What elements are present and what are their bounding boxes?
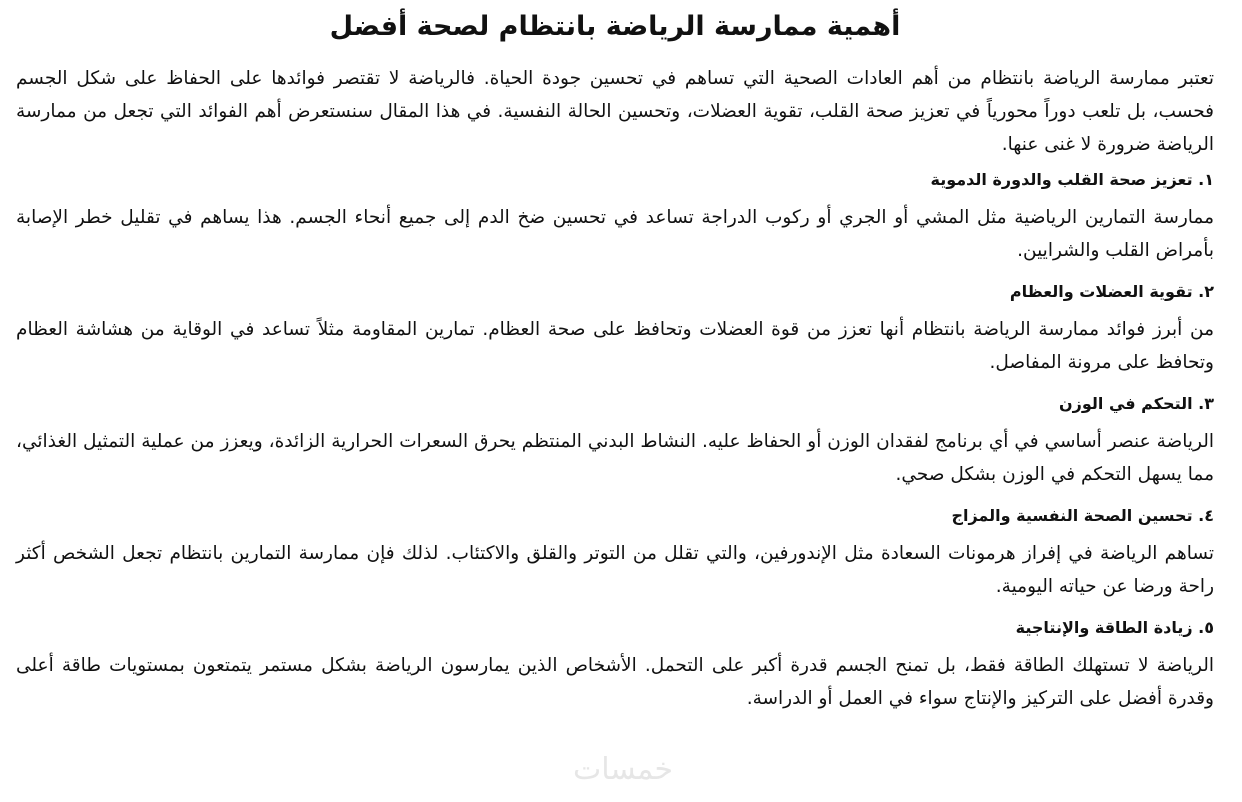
section-body: من أبرز فوائد ممارسة الرياضة بانتظام أنها تعزز من قوة العضلات وتحافظ على صحة العظام. تمارين المقاومة مثلاً تساعد في الوقاية من هشاشة العظام وتحافظ على مرونة المفاصل. xyxy=(16,319,1214,373)
section-heading: ٢. تقوية العضلات والعظام xyxy=(1009,282,1214,301)
article-intro: تعتبر ممارسة الرياضة بانتظام من أهم العادات الصحية التي تساهم في تحسين جودة الحياة. فالرياضة لا تقتصر فوائدها على الحفاظ على شكل الجسم فحسب، بل تلعب دوراً محورياً في تعزيز صحة القلب، تقوية العضلات، وتحسين الحالة النفسية. في هذا المقال سنستعرض أهم الفوائد التي تجعل من ممارسة الرياضة ضرورة لا غنى عنها. xyxy=(16,68,1214,155)
section-body: الرياضة لا تستهلك الطاقة فقط، بل تمنح الجسم قدرة أكبر على التحمل. الأشخاص الذين يمارسون الرياضة بشكل مستمر يتمتعون بمستويات طاقة أعلى وقدرة أفضل على التركيز والإنتاج سواء في العمل أو الدراسة. xyxy=(16,655,1214,709)
section-mental-health xyxy=(16,497,1214,603)
section-muscles-bones xyxy=(16,273,1214,379)
section-heading: ٥. زيادة الطاقة والإنتاجية xyxy=(1015,618,1214,637)
section-weight-control xyxy=(16,385,1214,491)
watermark-logo: خمسات xyxy=(572,752,674,787)
section-energy-productivity xyxy=(16,609,1214,715)
section-heading: ٣. التحكم في الوزن xyxy=(1058,394,1214,413)
article-title: أهمية ممارسة الرياضة بانتظام لصحة أفضل xyxy=(329,11,901,42)
section-heading: ٤. تحسين الصحة النفسية والمزاج xyxy=(951,506,1214,525)
section-body: الرياضة عنصر أساسي في أي برنامج لفقدان الوزن أو الحفاظ عليه. النشاط البدني المنتظم يحرق السعرات الحرارية الزائدة، ويعزز من عملية التمثيل الغذائي، مما يسهل التحكم في الوزن بشكل صحي. xyxy=(16,431,1214,485)
section-body: تساهم الرياضة في إفراز هرمونات السعادة مثل الإندورفين، والتي تقلل من التوتر والقلق والاكتئاب. لذلك فإن ممارسة التمارين بانتظام تجعل الشخص أكثر راحة ورضا عن حياته اليومية. xyxy=(16,543,1214,597)
section-body: ممارسة التمارين الرياضية مثل المشي أو الجري أو ركوب الدراجة تساعد في تحسين ضخ الدم إلى جميع أنحاء الجسم. هذا يساهم في تقليل خطر الإصابة بأمراض القلب والشرايين. xyxy=(16,207,1214,261)
section-heart-health xyxy=(16,161,1214,267)
section-heading: ١. تعزيز صحة القلب والدورة الدموية xyxy=(930,170,1214,189)
